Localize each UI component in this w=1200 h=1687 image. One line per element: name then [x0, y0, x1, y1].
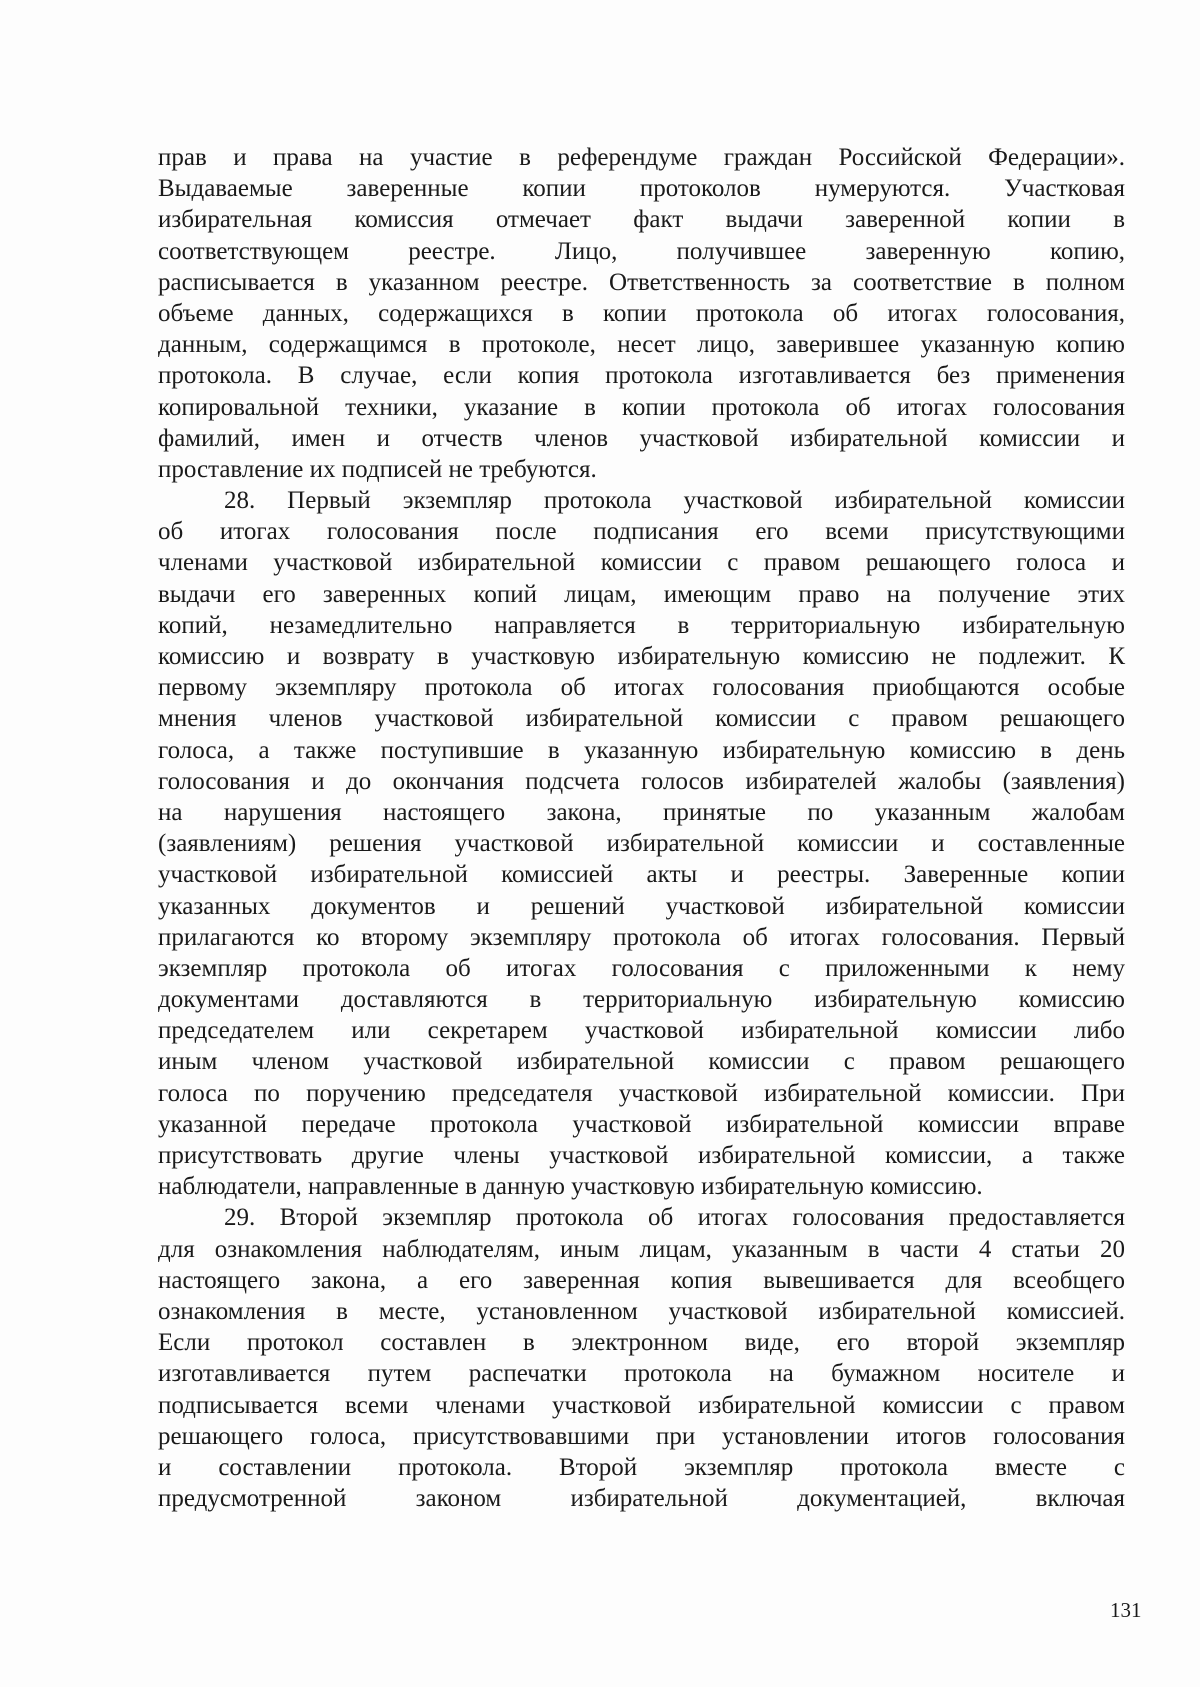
text-line: прав и права на участие в референдуме граждан Российской Федерации».: [158, 144, 1125, 171]
text-line: изготавливается путем распечатки протокола на бумажном носителе и: [158, 1360, 1125, 1388]
text-line: данным, содержащимся в протоколе, несет лицо, заверившее указанную копию: [158, 331, 1125, 359]
text-line: мнения членов участковой избирательной комиссии с правом решающего: [158, 705, 1125, 733]
text-line: ознакомления в месте, установленном участковой избирательной комиссией.: [158, 1297, 1125, 1325]
text-line: подписывается всеми членами участковой избирательной комиссии с правом: [158, 1391, 1125, 1419]
text-line: документами доставляются в территориальную избирательную комиссию: [158, 986, 1125, 1014]
text-line: избирательная комиссия отмечает факт выдачи заверенной копии в: [158, 206, 1125, 234]
text-line: на нарушения настоящего закона, принятые по указанным жалобам: [158, 798, 1125, 826]
text-line: Выдаваемые заверенные копии протоколов нумеруются. Участковая: [158, 175, 1125, 203]
text-line: прилагаются ко второму экземпляру протокола об итогах голосования. Первый: [158, 923, 1125, 951]
text-line: настоящего закона, а его заверенная копия вывешивается для всеобщего: [158, 1266, 1125, 1294]
text-line: комиссию и возврату в участковую избирательную комиссию не подлежит. К: [158, 643, 1125, 670]
text-line: выдачи его заверенных копий лицам, имеющим право на получение этих: [158, 580, 1125, 608]
text-line: членами участковой избирательной комиссии с правом решающего голоса и: [158, 549, 1125, 577]
text-line: для ознакомления наблюдателям, иным лицам, указанным в части 4 статьи 20: [158, 1235, 1125, 1263]
text-line: объеме данных, содержащихся в копии протокола об итогах голосования,: [158, 299, 1125, 327]
text-line: 29. Второй экземпляр протокола об итогах голосования предоставляется: [224, 1204, 1125, 1232]
text-line: наблюдатели, направленные в данную участковую избирательную комиссию.: [158, 1173, 983, 1201]
text-line: иным членом участковой избирательной комиссии с правом решающего: [158, 1048, 1125, 1076]
text-line: первому экземпляру протокола об итогах голосования приобщаются особые: [158, 674, 1125, 702]
text-line: голоса, а также поступившие в указанную избирательную комиссию в день: [158, 736, 1125, 764]
text-line: протокола. В случае, если копия протокола изготавливается без применения: [158, 362, 1125, 390]
text-line: фамилий, имен и отчеств членов участковой избирательной комиссии и: [158, 424, 1125, 452]
text-line: копий, незамедлительно направляется в территориальную избирательную: [158, 611, 1125, 639]
page-number: 131: [1110, 1598, 1142, 1622]
text-line: председателем или секретарем участковой избирательной комиссии либо: [158, 1017, 1125, 1045]
text-line: об итогах голосования после подписания его всеми присутствующими: [158, 518, 1125, 546]
text-line: копировальной техники, указание в копии протокола об итогах голосования: [158, 393, 1125, 421]
text-line: и составлении протокола. Второй экземпляр протокола вместе с: [158, 1453, 1125, 1481]
text-line: (заявлениям) решения участковой избирательной комиссии и составленные: [158, 830, 1125, 858]
text-line: участковой избирательной комиссией акты и реестры. Заверенные копии: [158, 861, 1125, 889]
document-body-text: [158, 142, 1125, 1514]
text-line: 28. Первый экземпляр протокола участковой избирательной комиссии: [224, 487, 1125, 515]
text-line: указанных документов и решений участковой избирательной комиссии: [158, 892, 1125, 920]
text-line: проставление их подписей не требуются.: [158, 455, 597, 483]
text-line: соответствующем реестре. Лицо, получившее заверенную копию,: [158, 237, 1125, 265]
text-line: предусмотренной законом избирательной документацией, включая: [158, 1485, 1125, 1513]
text-line: голосования и до окончания подсчета голосов избирателей жалобы (заявления): [158, 767, 1125, 795]
text-line: расписывается в указанном реестре. Ответственность за соответствие в полном: [158, 268, 1125, 296]
text-line: указанной передаче протокола участковой избирательной комиссии вправе: [158, 1110, 1125, 1138]
text-line: присутствовать другие члены участковой избирательной комиссии, а также: [158, 1142, 1125, 1169]
text-line: экземпляр протокола об итогах голосования с приложенными к нему: [158, 954, 1125, 982]
text-line: голоса по поручению председателя участковой избирательной комиссии. При: [158, 1079, 1125, 1107]
text-line: Если протокол составлен в электронном виде, его второй экземпляр: [158, 1329, 1125, 1357]
text-line: решающего голоса, присутствовавшими при установлении итогов голосования: [158, 1422, 1125, 1450]
